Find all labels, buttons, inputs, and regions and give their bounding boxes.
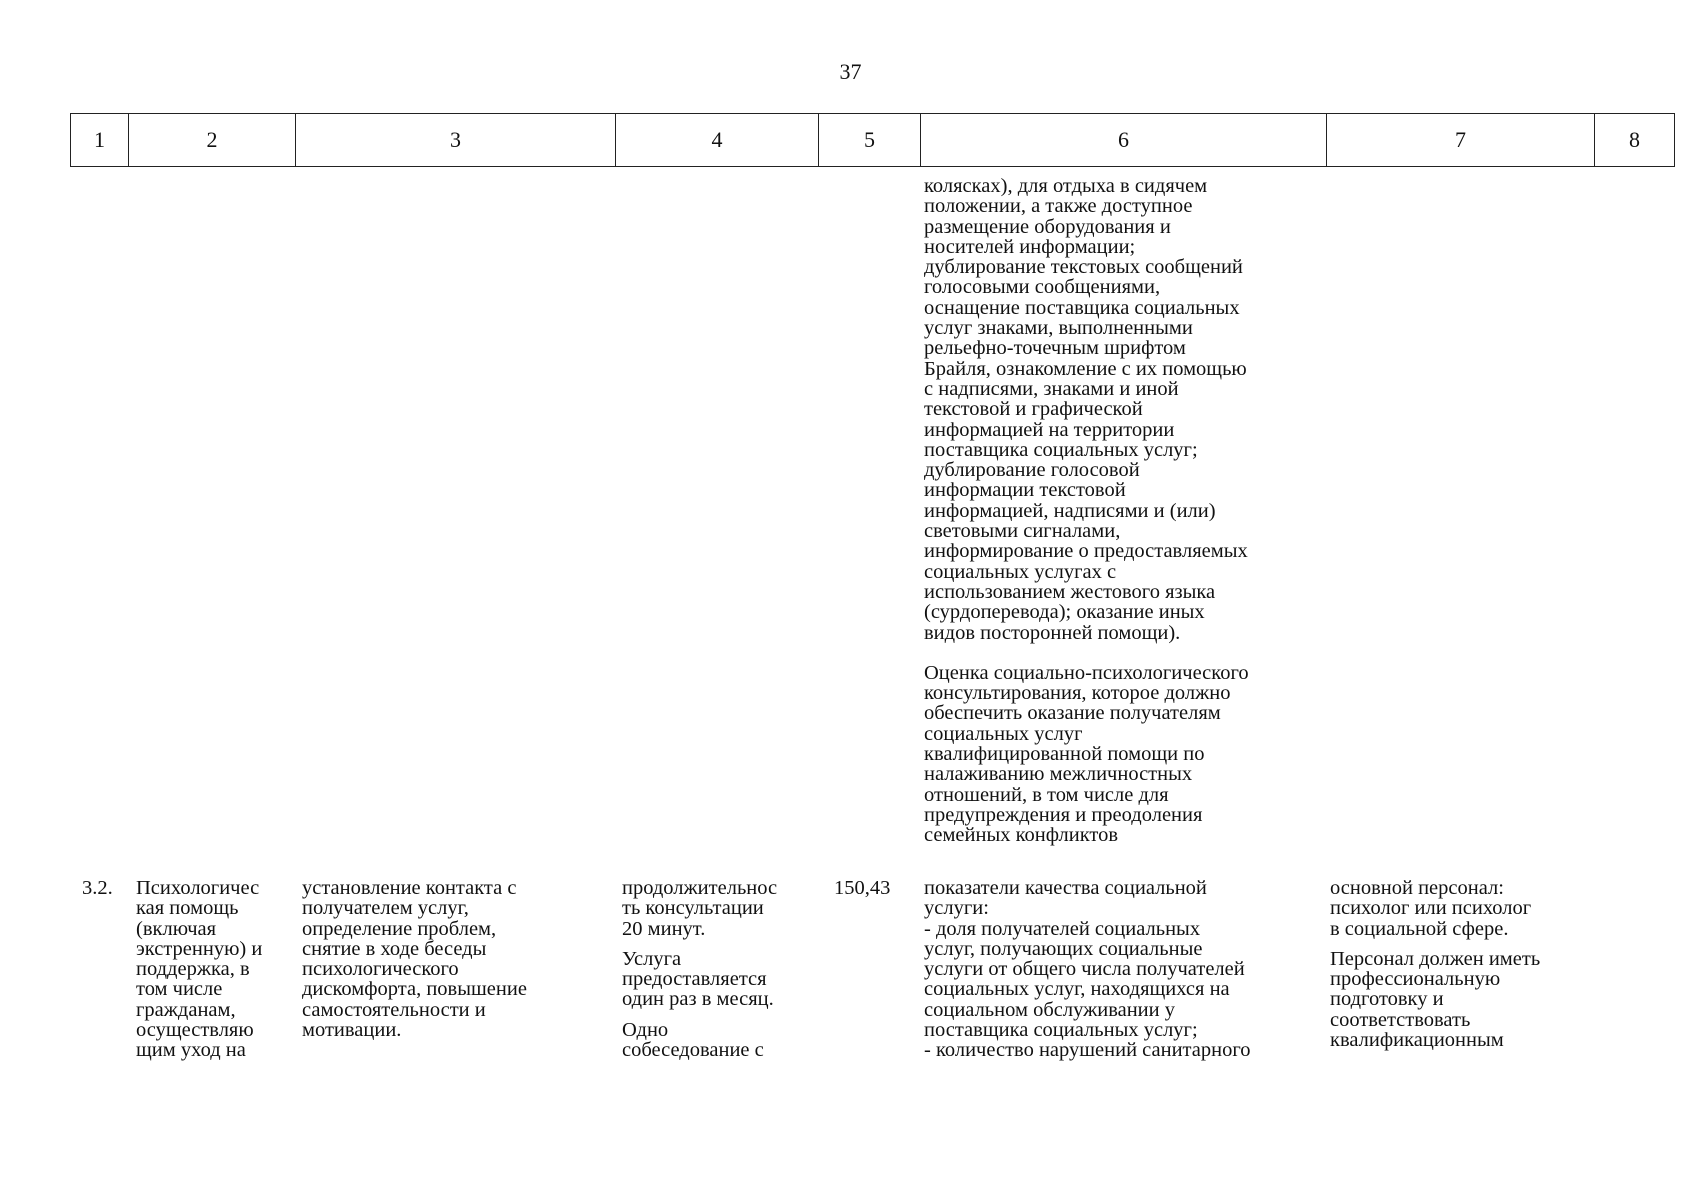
text-line: предупреждения и преодоления [924, 803, 1203, 826]
text-line: услуг знаками, выполненными [924, 317, 1193, 340]
text-line: социальном обслуживании у [924, 998, 1175, 1021]
text-line: информирование о предоставляемых [924, 540, 1248, 563]
header-col-2: 2 [129, 114, 296, 167]
text-line: использованием жестового языка [924, 580, 1216, 603]
staff-main-paragraph [1330, 878, 1610, 939]
text-line: показатели качества социальной [924, 877, 1207, 899]
quality-indicators [924, 878, 1324, 1061]
text-line: носителей информации; [924, 235, 1136, 258]
text-line: положении, а также доступное [924, 195, 1193, 218]
text-line: гражданам, [136, 998, 236, 1021]
text-line: социальных услуг, находящихся на [924, 978, 1230, 1001]
text-line: дублирование текстовых сообщений [924, 256, 1243, 279]
text-line: Оценка социально-психологического [924, 661, 1249, 684]
text-line: самостоятельности и [302, 998, 486, 1021]
text-line: (включая [136, 917, 217, 940]
text-line: один раз в месяц. [622, 988, 774, 1011]
text-line: определение проблем, [302, 917, 497, 940]
text-line: профессиональную [1330, 968, 1501, 991]
header-col-6: 6 [921, 114, 1327, 167]
text-line: щим уход на [136, 1039, 246, 1062]
header-row [71, 114, 1675, 167]
text-line: Персонал должен иметь [1330, 947, 1541, 970]
text-line: том числе [136, 978, 223, 1001]
text-line: Брайля, ознакомление с их помощью [924, 357, 1247, 380]
text-line: получателем услуг, [302, 897, 469, 920]
text-line: кая помощь [136, 897, 239, 920]
header-col-5: 5 [819, 114, 921, 167]
service-duration [622, 878, 822, 1060]
text-line: световыми сигналами, [924, 520, 1121, 543]
assessment-paragraph [924, 663, 1324, 846]
page-number: 37 [839, 59, 862, 84]
text-line: предоставляется [622, 968, 767, 991]
text-line: информации текстовой [924, 479, 1126, 502]
text-line: отношений, в том числе для [924, 783, 1169, 806]
text-line: видов посторонней помощи). [924, 621, 1181, 644]
text-line: 20 минут. [622, 917, 706, 940]
header-col-8: 8 [1595, 114, 1675, 167]
service-description-text [302, 878, 602, 1040]
text-line: осуществляю [136, 1019, 254, 1042]
text-line: консультирования, которое должно [924, 682, 1231, 705]
text-line: Психологичес [136, 877, 260, 899]
session-paragraph [622, 1020, 822, 1061]
frequency-paragraph [622, 949, 822, 1010]
text-line: информацией на территории [924, 418, 1175, 441]
text-line: психологического [302, 958, 459, 981]
service-price: 150,43 [834, 877, 891, 899]
text-line: квалификационным [1330, 1029, 1504, 1052]
text-line: поставщика социальных услуг; [924, 438, 1198, 461]
header-col-4: 4 [616, 114, 819, 167]
text-line: (сурдоперевода); оказание иных [924, 601, 1205, 624]
text-line: мотивации. [302, 1019, 402, 1042]
text-line: - доля получателей социальных [924, 917, 1201, 940]
text-line: поддержка, в [136, 958, 250, 981]
text-line: дублирование голосовой [924, 459, 1140, 482]
text-line: размещение оборудования и [924, 215, 1171, 238]
text-line: в социальной сфере. [1330, 917, 1509, 940]
accessibility-paragraph [924, 176, 1324, 643]
text-line: рельефно-точечным шрифтом [924, 337, 1186, 360]
text-line: квалифицированной помощи по [924, 743, 1205, 766]
text-line: дискомфорта, повышение [302, 978, 527, 1001]
header-col-7: 7 [1327, 114, 1595, 167]
header-col-3: 3 [296, 114, 616, 167]
text-line: услуги от общего числа получателей [924, 958, 1245, 981]
quality-indicators-text [924, 878, 1324, 1061]
text-line: социальных услугах с [924, 560, 1117, 583]
text-line: текстовой и графической [924, 398, 1143, 421]
text-line: экстренную) и [136, 937, 263, 960]
text-line: колясках), для отдыха в сидячем [924, 175, 1208, 197]
text-line: снятие в ходе беседы [302, 937, 487, 960]
text-line: налаживанию межличностных [924, 763, 1193, 786]
service-name-text [136, 878, 292, 1061]
text-line: установление контакта с [302, 877, 517, 899]
text-line: услуги: [924, 897, 989, 920]
text-line: поставщика социальных услуг; [924, 1019, 1198, 1042]
text-line: с надписями, знаками и иной [924, 377, 1179, 400]
text-line: психолог или психолог [1330, 897, 1532, 920]
text-line: Услуга [622, 947, 682, 970]
text-line: ть консультации [622, 897, 764, 920]
staff-requirements [1330, 878, 1610, 1050]
text-line: услуг, получающих социальные [924, 937, 1203, 960]
text-line: семейных конфликтов [924, 824, 1119, 847]
text-line: соответствовать [1330, 1008, 1471, 1031]
text-line: Одно [622, 1018, 669, 1041]
text-line: социальных услуг [924, 722, 1083, 745]
service-description [302, 878, 602, 1040]
service-name [136, 878, 292, 1061]
text-line: - количество нарушений санитарного [924, 1039, 1251, 1062]
text-line: собеседование с [622, 1039, 764, 1062]
text-line: голосовыми сообщениями, [924, 276, 1161, 299]
column-number-header [70, 113, 1675, 167]
text-line: основной персонал: [1330, 877, 1504, 899]
text-line: продолжительнос [622, 877, 778, 899]
text-line: подготовку и [1330, 988, 1444, 1011]
staff-training-paragraph [1330, 949, 1610, 1050]
continued-standards-text [924, 176, 1324, 846]
text-line: информацией, надписями и (или) [924, 499, 1216, 522]
header-col-1: 1 [71, 114, 129, 167]
row-number: 3.2. [82, 877, 113, 899]
duration-paragraph [622, 878, 822, 939]
text-line: оснащение поставщика социальных [924, 296, 1240, 319]
text-line: обеспечить оказание получателям [924, 702, 1221, 725]
